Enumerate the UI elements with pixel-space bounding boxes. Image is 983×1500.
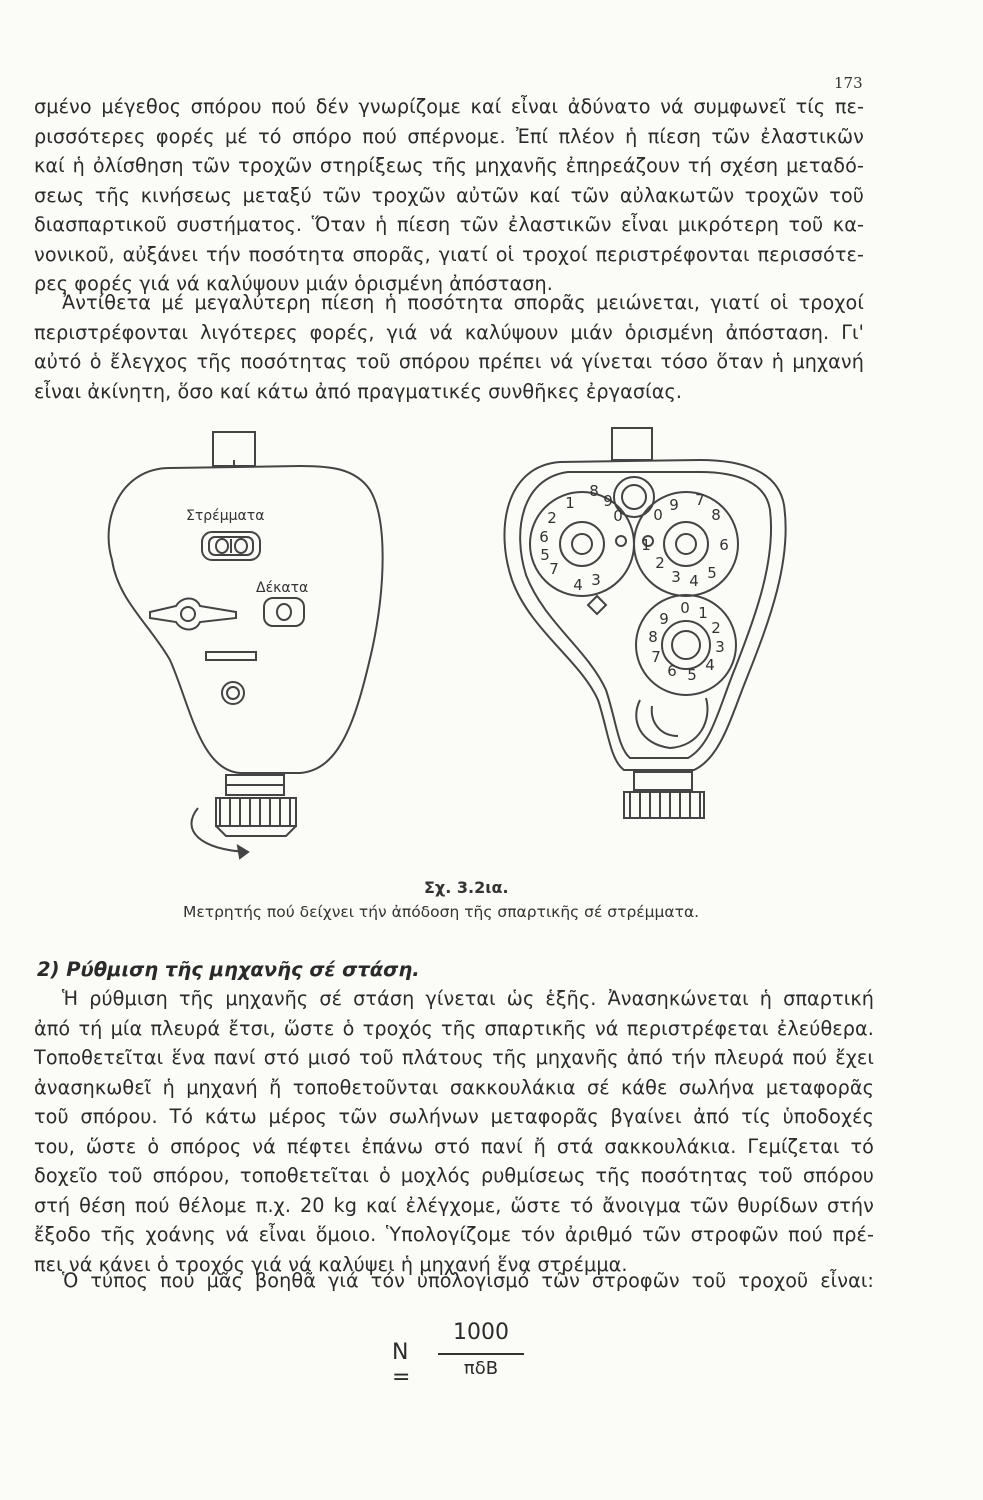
- dial-digit: 4: [705, 656, 715, 674]
- dial-digit: 5: [707, 564, 717, 582]
- formula-denominator: πδB: [463, 1358, 499, 1379]
- paragraph-3: [34, 984, 874, 1279]
- dial-digit: 2: [547, 509, 557, 527]
- text-line: ἀπό τή μία πλευρά ἔτσι, ὥστε ὁ τροχός τῆς σπαρτικῆς νά περιστρέφεται ἐλεύθερα.: [34, 1016, 874, 1040]
- text-line: ρισσότερες φορές μέ τό σπόρο πού σπέρνομε. Ἐπί πλέον ἡ πίεση τῶν ἐλαστικῶν: [34, 124, 864, 148]
- dial-digit: 5: [687, 666, 697, 684]
- formula-numerator: 1000: [453, 1320, 509, 1345]
- dial-top-right-digits: [641, 491, 729, 590]
- label-stremmata: Στρέμματα: [186, 508, 265, 524]
- text-line: του, ὥστε ὁ σπόρος νά πέφτει ἐπάνω στό πανί ἤ στά σακκουλάκια. Γεμίζεται τό: [34, 1134, 874, 1158]
- counter-exterior-view: [109, 432, 383, 852]
- text-line: αὐτό ὁ ἔλεγχος τῆς ποσότητας τοῦ σπόρου πρέπει νά γίνεται τόσο ὅταν ἡ μηχανή: [34, 350, 864, 373]
- text-line: νονικοῦ, αὐξάνει τήν ποσότητα σπορᾶς, γιατί οἱ τροχοί περιστρέφονται περισσότε-: [34, 242, 864, 266]
- dial-digit: 1: [698, 604, 708, 622]
- dial-digit: 4: [573, 576, 583, 594]
- dial-digit: 7: [549, 560, 559, 578]
- dial-digit: 9: [659, 610, 669, 628]
- dial-digit: 2: [655, 554, 665, 572]
- dial-digit: 8: [711, 506, 721, 524]
- dial-digit: 0: [680, 599, 690, 617]
- text-line: Τοποθετεῖται ἕνα πανί στό μισό τοῦ πλάτους τῆς μηχανῆς ἀπό τήν πλευρά πού ἔχει: [34, 1046, 874, 1069]
- text-line: ἀνασηκωθεῖ ἡ μηχανή ἤ τοποθετοῦνται σακκουλάκια σέ κάθε σωλήνα μεταφορᾶς: [34, 1075, 874, 1099]
- dial-digit: 3: [591, 571, 601, 589]
- dial-digit: 7: [695, 491, 705, 509]
- dial-digit: 9: [669, 496, 679, 514]
- dial-digit: 6: [539, 528, 549, 546]
- figure-caption-title: Σχ. 3.2ια.: [424, 878, 509, 897]
- text-line: περιστρέφονται λιγότερες φορές, γιά νά καλύψουν μιάν ὁρισμένη ἀπόσταση. Γι': [34, 320, 864, 344]
- dial-top-left-digits: [539, 482, 623, 594]
- paragraph-4: [34, 1266, 874, 1296]
- dial-digit: 0: [613, 507, 623, 525]
- dial-digit: 7: [651, 648, 661, 666]
- text-line: τοῦ σπόρου. Τό κάτω μέρος τῶν σωλήνων μεταφορᾶς βγαίνει ἀπό τίς ὑποδοχές: [34, 1105, 874, 1128]
- dial-digit: 9: [603, 492, 613, 510]
- text-line: σεως τῆς κινήσεως μεταξύ τῶν τροχῶν αὐτῶν καί τῶν αὐλακωτῶν τροχῶν τοῦ: [34, 183, 864, 207]
- text-line: Ὁ τύπος πού μᾶς βοηθᾶ γιά τόν ὑπολογισμό τῶν στροφῶν τοῦ τροχοῦ εἶναι:: [62, 1269, 874, 1292]
- text-line: Ἀντίθετα μέ μεγαλύτερη πίεση ἡ ποσότητα σπορᾶς μειώνεται, γιατί οἱ τροχοί: [62, 291, 864, 314]
- fraction-bar: [438, 1353, 524, 1355]
- label-dekata: Δέκατα: [256, 580, 309, 596]
- text-line: ρες φορές γιά νά καλύψουν μιάν ὁρισμένη ἀπόσταση.: [34, 272, 553, 295]
- text-line: ἔξοδο τῆς χοάνης νά εἶναι ὅμοιο. Ὑπολογίζομε τόν ἀριθμό τῶν στροφῶν πού πρέ-: [34, 1223, 874, 1246]
- text-line: πει νά κάνει ὁ τροχός γιά νά καλύψει ἡ μηχανή ἕνα στρέμμα.: [34, 1252, 628, 1276]
- text-line: καί ἡ ὀλίσθηση τῶν τροχῶν στηρίξεως τῆς μηχανῆς ἐπηρεάζουν τή σχέση μεταδό-: [34, 154, 864, 177]
- dial-digit: 5: [540, 546, 550, 564]
- text-line: Ἡ ρύθμιση τῆς μηχανῆς σέ στάση γίνεται ὡς ἑξῆς. Ἀνασηκώνεται ἡ σπαρτική: [62, 987, 874, 1010]
- figure-caption-text: Μετρητής πού δείχνει τήν ἀπόδοση τῆς σπαρτικῆς σέ στρέμματα.: [183, 903, 700, 921]
- dial-digit: 1: [641, 536, 651, 554]
- dial-digit: 4: [689, 572, 699, 590]
- dial-digit: 8: [589, 482, 599, 500]
- dial-digit: 8: [648, 628, 658, 646]
- dial-digit: 2: [711, 619, 721, 637]
- text-line: διασπαρτικοῦ συστήματος. Ὅταν ἡ πίεση τῶν ἐλαστικῶν εἶναι μικρότερη τοῦ κα-: [34, 213, 864, 236]
- dial-bottom-digits: [648, 599, 725, 684]
- section-heading: 2) Ρύθμιση τῆς μηχανῆς σέ στάση.: [37, 958, 420, 981]
- dial-digit: 3: [671, 568, 681, 586]
- dial-digit: 6: [667, 662, 677, 680]
- page-number: 173: [834, 74, 863, 92]
- dial-digit: 3: [715, 638, 725, 656]
- text-line: εἶναι ἀκίνητη, ὅσο καί κάτω ἀπό πραγματικές συνθῆκες ἐργασίας.: [34, 379, 683, 403]
- dial-digit: 0: [653, 506, 663, 524]
- formula-lhs: N =: [392, 1340, 411, 1390]
- text-line: σμένο μέγεθος σπόρου πού δέν γνωρίζομε καί εἶναι ἀδύνατο νά συμφωνεῖ τίς πε-: [34, 95, 864, 118]
- text-line: δοχεῖο τοῦ σπόρου, τοποθετεῖται ὁ μοχλός ρυθμίσεως τῆς ποσότητας τοῦ σπόρου: [34, 1164, 874, 1187]
- text-line: στή θέση πού θέλομε π.χ. 20 kg καί ἐλέγχομε, ὥστε τό ἄνοιγμα τῶν θυρίδων στήν: [34, 1193, 874, 1217]
- counter-interior-view: [504, 428, 785, 818]
- dial-digit: 6: [719, 536, 729, 554]
- dial-digit: 1: [565, 494, 575, 512]
